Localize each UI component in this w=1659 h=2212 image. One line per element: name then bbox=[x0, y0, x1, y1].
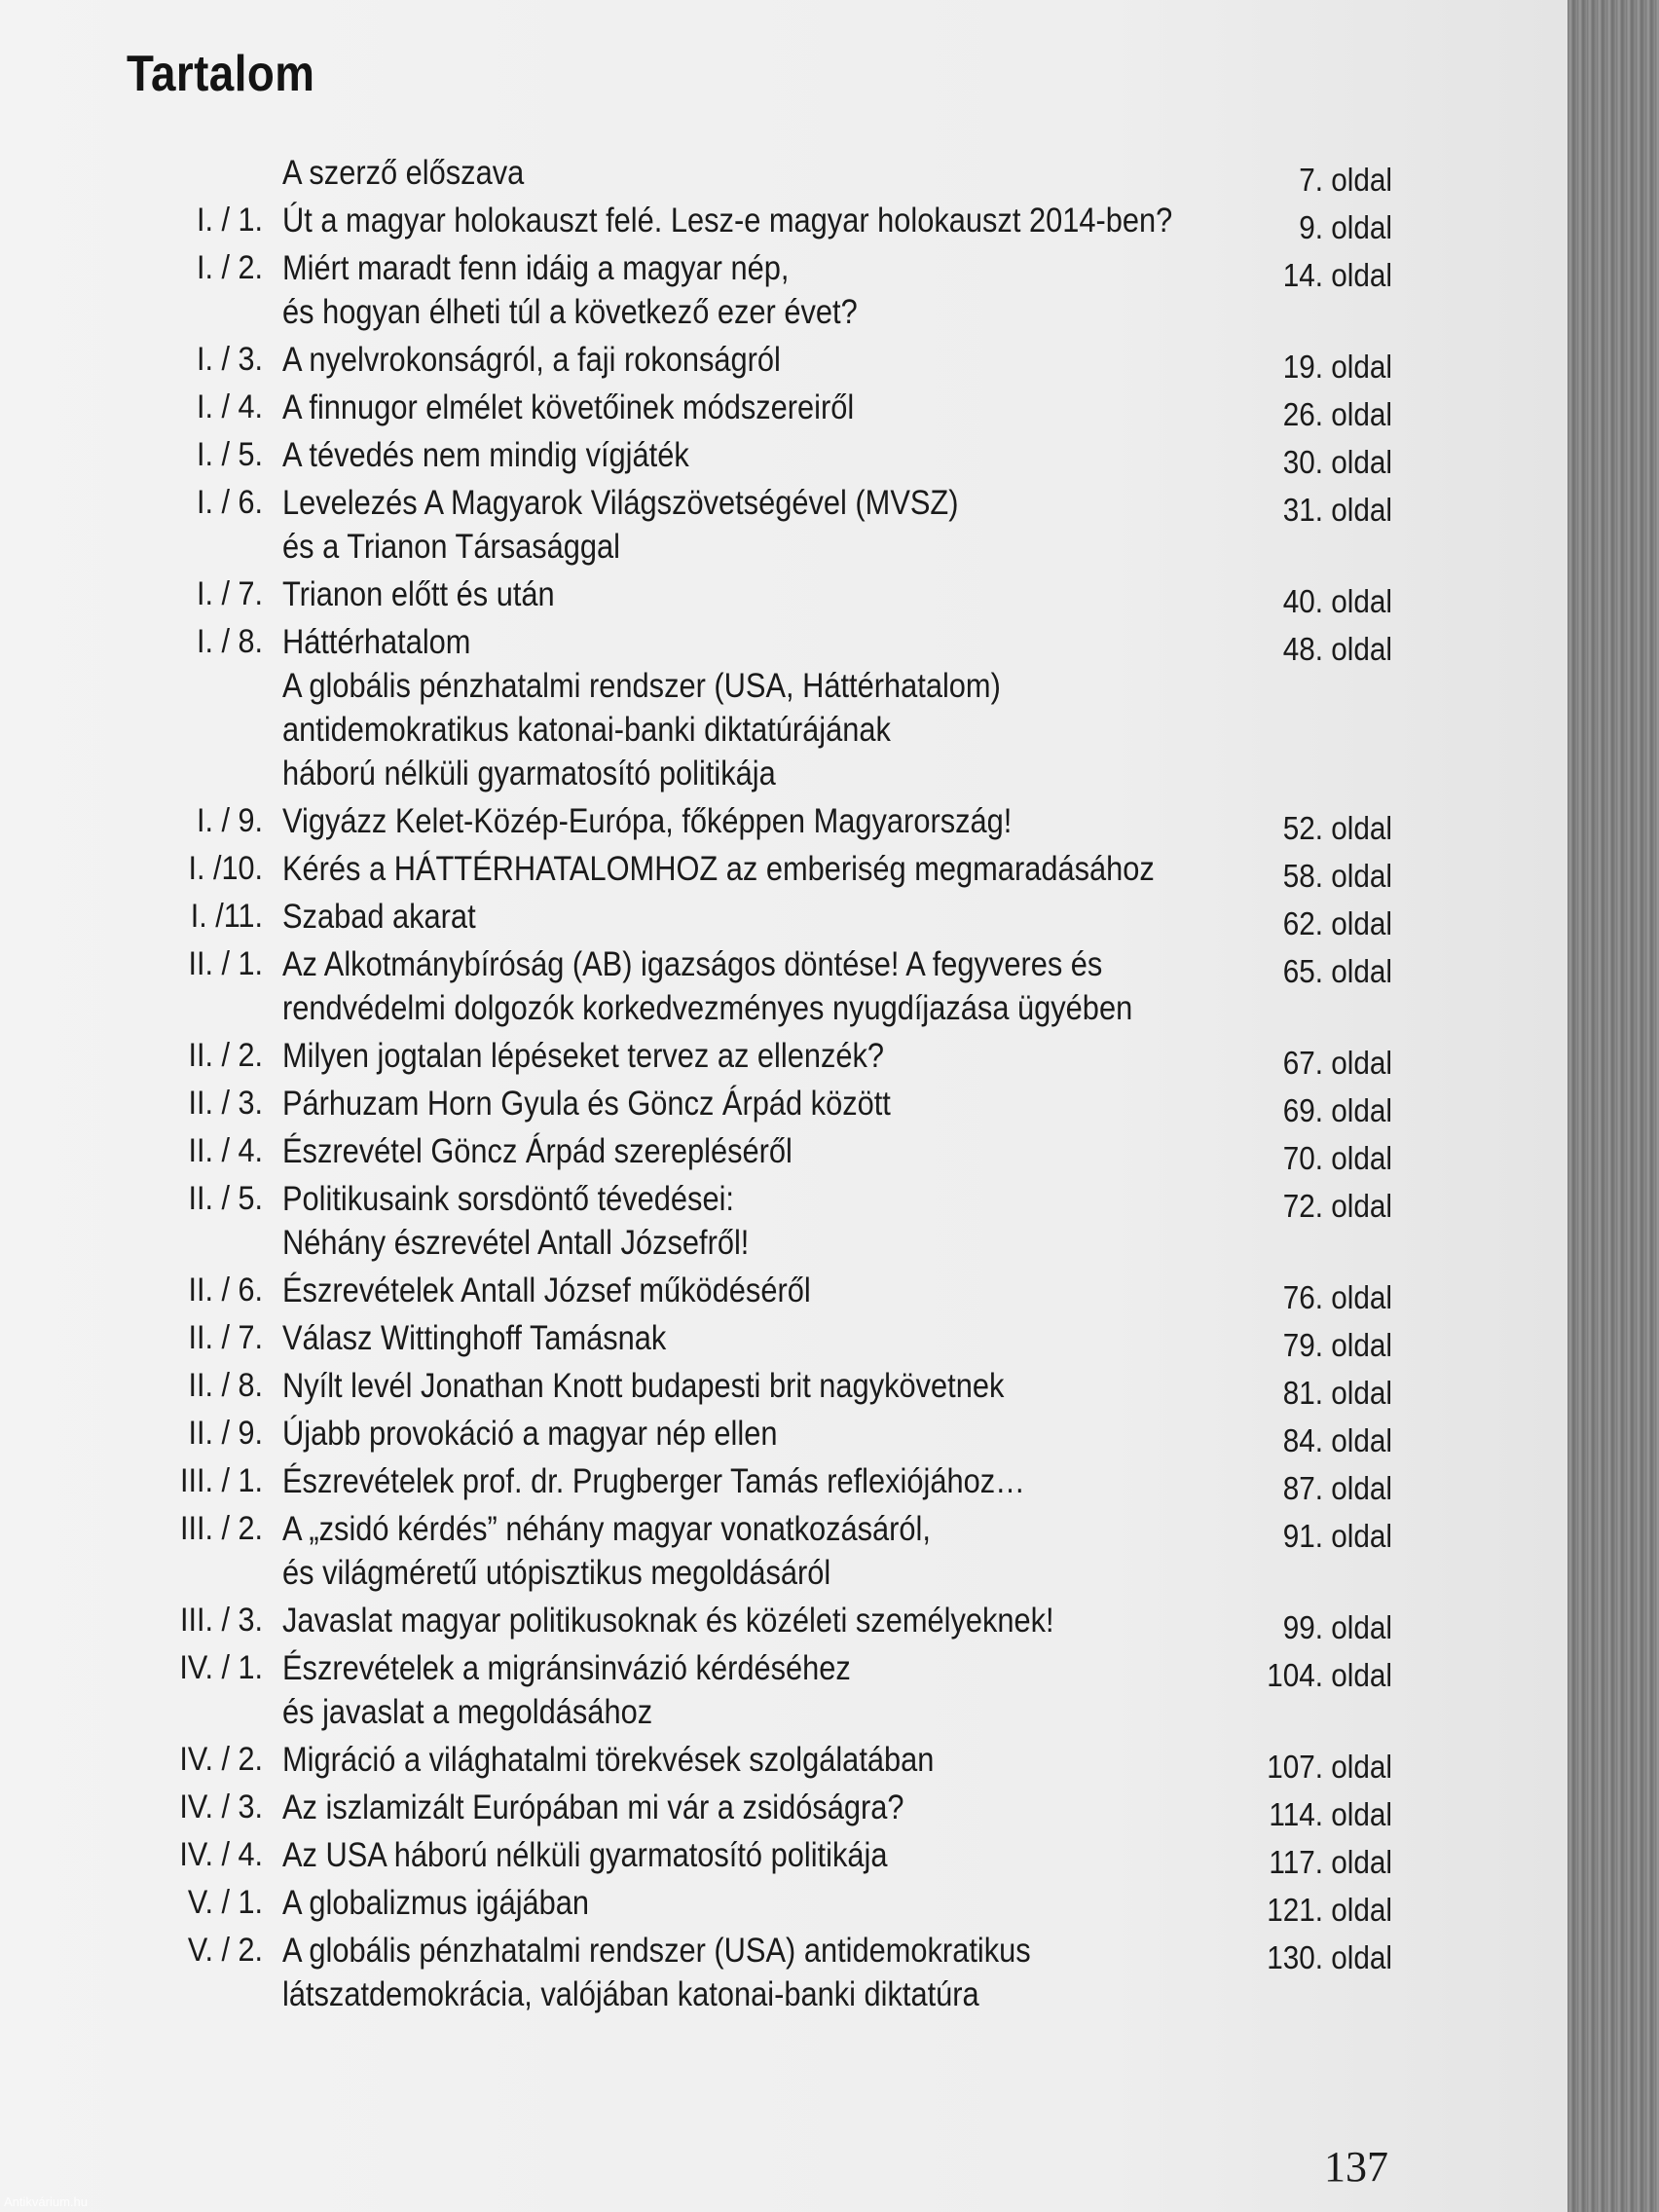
toc-entry-title-line: A globális pénzhatalmi rendszer (USA) antidemokratikus bbox=[282, 1932, 1031, 1970]
toc-entry bbox=[0, 436, 1392, 480]
toc-entry-number: II. / 1. bbox=[188, 945, 263, 982]
toc-entry-title-line: háború nélküli gyarmatosító politikája bbox=[282, 755, 776, 793]
toc-entry-page: 62. oldal bbox=[1282, 905, 1392, 941]
toc-entry-number: II. / 5. bbox=[188, 1180, 263, 1217]
toc-entry bbox=[0, 623, 1392, 798]
toc-entry-title-line: Észrevétel Göncz Árpád szerepléséről bbox=[282, 1132, 793, 1170]
toc-entry bbox=[0, 1932, 1392, 2019]
toc-entry-title-line: Válasz Wittinghoff Tamásnak bbox=[282, 1319, 667, 1357]
toc-entry-number: III. / 2. bbox=[179, 1510, 263, 1547]
toc-entry-number: III. / 3. bbox=[179, 1602, 263, 1639]
toc-entry-title-line: Miért maradt fenn idáig a magyar nép, bbox=[282, 249, 790, 287]
toc-entry-page: 81. oldal bbox=[1282, 1375, 1392, 1411]
toc-entry-number: IV. / 3. bbox=[179, 1788, 263, 1825]
toc-entry-number: V. / 1. bbox=[187, 1884, 263, 1921]
toc-entry-title-line: Az iszlamizált Európában mi vár a zsidóságra? bbox=[282, 1788, 904, 1826]
toc-entry-title-line: Nyílt levél Jonathan Knott budapesti brit nagykövetnek bbox=[282, 1367, 1005, 1405]
toc-entry-page: 114. oldal bbox=[1269, 1796, 1392, 1832]
toc-entry-page: 107. oldal bbox=[1267, 1749, 1392, 1785]
toc-entry bbox=[0, 1741, 1392, 1785]
toc-entry bbox=[0, 1884, 1392, 1928]
toc-entry-number: I. / 7. bbox=[196, 575, 263, 612]
toc-entry bbox=[0, 945, 1392, 1033]
toc-entry-title-line: Szabad akarat bbox=[282, 898, 476, 936]
toc-entry-page: 104. oldal bbox=[1267, 1657, 1392, 1693]
toc-entry bbox=[0, 1085, 1392, 1128]
toc-entry-number: I. / 1. bbox=[196, 202, 263, 239]
toc-entry bbox=[0, 202, 1392, 245]
toc-entry bbox=[0, 1649, 1392, 1737]
toc-entry-title-line: antidemokratikus katonai-banki diktatúrájának bbox=[282, 711, 891, 749]
toc-entry-number: I. / 4. bbox=[196, 388, 263, 425]
toc-entry-number: I. / 5. bbox=[196, 436, 263, 473]
toc-entry bbox=[0, 1415, 1392, 1458]
toc-entry-title-line: A szerző előszava bbox=[282, 154, 525, 192]
toc-entry-number: II. / 6. bbox=[188, 1272, 263, 1309]
toc-entry-number: I. / 2. bbox=[196, 249, 263, 286]
toc-entry-number: IV. / 1. bbox=[179, 1649, 263, 1686]
toc-entry-title-line: Levelezés A Magyarok Világszövetségével (MVSZ) bbox=[282, 484, 959, 522]
toc-entry-number: III. / 1. bbox=[179, 1462, 263, 1499]
toc-entry-title-line: és javaslat a megoldásához bbox=[282, 1693, 653, 1731]
toc-entry-number: II. / 9. bbox=[188, 1415, 263, 1452]
toc-entry-page: 69. oldal bbox=[1282, 1092, 1392, 1128]
page-title: Tartalom bbox=[127, 46, 315, 102]
toc-entry bbox=[0, 1037, 1392, 1081]
toc-entry bbox=[0, 1272, 1392, 1315]
toc-entry-number: V. / 2. bbox=[187, 1932, 263, 1969]
toc-entry-page: 76. oldal bbox=[1282, 1279, 1392, 1315]
toc-entry bbox=[0, 898, 1392, 941]
toc-entry bbox=[0, 1510, 1392, 1598]
toc-entry-number: II. / 8. bbox=[188, 1367, 263, 1404]
toc-entry-title-line: Migráció a világhatalmi törekvések szolgálatában bbox=[282, 1741, 935, 1779]
toc-entry-number: I. /10. bbox=[188, 850, 263, 887]
toc-entry-title-line: Az USA háború nélküli gyarmatosító politikája bbox=[282, 1836, 888, 1874]
toc-entry-number: II. / 4. bbox=[188, 1132, 263, 1169]
toc-entry-number: II. / 2. bbox=[188, 1037, 263, 1074]
toc-entry-title-line: A globalizmus igájában bbox=[282, 1884, 590, 1922]
toc-entry-number: II. / 7. bbox=[188, 1319, 263, 1356]
watermark: Antikvárium.hu bbox=[4, 2194, 88, 2209]
toc-entry-title-line: Politikusaink sorsdöntő tévedései: bbox=[282, 1180, 734, 1218]
toc-entry bbox=[0, 1132, 1392, 1176]
toc-entry-title-line: A globális pénzhatalmi rendszer (USA, Háttérhatalom) bbox=[282, 667, 1001, 705]
toc-entry-page: 72. oldal bbox=[1282, 1188, 1392, 1224]
toc-entry-number: IV. / 4. bbox=[179, 1836, 263, 1873]
toc-entry bbox=[0, 341, 1392, 385]
toc-entry-page: 58. oldal bbox=[1282, 858, 1392, 894]
toc-entry-number: I. / 3. bbox=[196, 341, 263, 378]
toc-entry-title-line: Trianon előtt és után bbox=[282, 575, 555, 613]
toc-entry-page: 7. oldal bbox=[1299, 162, 1392, 198]
toc-entry-title-line: Észrevételek prof. dr. Prugberger Tamás reflexiójához… bbox=[282, 1462, 1025, 1500]
toc-entry bbox=[0, 1319, 1392, 1363]
toc-entry-page: 65. oldal bbox=[1282, 953, 1392, 989]
toc-entry-page: 130. oldal bbox=[1267, 1939, 1392, 1975]
toc-entry-page: 40. oldal bbox=[1282, 583, 1392, 619]
toc-entry-page: 30. oldal bbox=[1282, 444, 1392, 480]
toc-entry-title-line: Észrevételek a migránsinvázió kérdéséhez bbox=[282, 1649, 851, 1687]
toc-entry-page: 117. oldal bbox=[1269, 1844, 1392, 1880]
toc-entry-title-line: és világméretű utópisztikus megoldásáról bbox=[282, 1554, 831, 1592]
toc-entry bbox=[0, 1367, 1392, 1411]
toc-entry-title-line: A nyelvrokonságról, a faji rokonságról bbox=[282, 341, 781, 379]
toc-entry-title-line: Kérés a HÁTTÉRHATALOMHOZ az emberiség megmaradásához bbox=[282, 850, 1155, 888]
toc-entry-number: I. / 6. bbox=[196, 484, 263, 521]
toc-entry-title-line: Az Alkotmánybíróság (AB) igazságos döntése! A fegyveres és bbox=[282, 945, 1103, 983]
toc-entry-page: 91. oldal bbox=[1282, 1518, 1392, 1554]
toc-entry-page: 67. oldal bbox=[1282, 1045, 1392, 1081]
toc-entry-page: 26. oldal bbox=[1282, 396, 1392, 432]
toc-entry-title-line: A tévedés nem mindig vígjáték bbox=[282, 436, 689, 474]
toc-entry bbox=[0, 388, 1392, 432]
toc-entry-page: 70. oldal bbox=[1282, 1140, 1392, 1176]
toc-entry-title-line: és hogyan élheti túl a következő ezer évet? bbox=[282, 293, 858, 331]
toc-entry-title-line: Vigyázz Kelet-Közép-Európa, főképpen Magyarország! bbox=[282, 802, 1013, 840]
toc-entry-page: 121. oldal bbox=[1267, 1892, 1392, 1928]
toc-entry-title-line: Párhuzam Horn Gyula és Göncz Árpád között bbox=[282, 1085, 891, 1123]
toc-entry bbox=[0, 154, 1392, 198]
toc-entry bbox=[0, 850, 1392, 894]
toc-entry-number: IV. / 2. bbox=[179, 1741, 263, 1778]
page-number: 137 bbox=[1324, 2143, 1388, 2191]
toc-entry-number: I. / 9. bbox=[196, 802, 263, 839]
toc-entry-page: 14. oldal bbox=[1282, 257, 1392, 293]
toc-entry-page: 87. oldal bbox=[1282, 1470, 1392, 1506]
toc-entry-title-line: Háttérhatalom bbox=[282, 623, 471, 661]
toc-entry-page: 99. oldal bbox=[1282, 1609, 1392, 1645]
toc-entry bbox=[0, 1180, 1392, 1268]
toc-entry-page: 9. oldal bbox=[1299, 209, 1392, 245]
toc-entry-number: II. / 3. bbox=[188, 1085, 263, 1122]
toc-entry bbox=[0, 1462, 1392, 1506]
toc-entry bbox=[0, 1788, 1392, 1832]
toc-entry-number: I. /11. bbox=[190, 898, 263, 935]
toc-entry-title-line: A „zsidó kérdés” néhány magyar vonatkozásáról, bbox=[282, 1510, 931, 1548]
page-edge bbox=[1567, 0, 1659, 2212]
toc-entry-title-line: Néhány észrevétel Antall Józsefről! bbox=[282, 1224, 750, 1262]
toc-entry-number: I. / 8. bbox=[196, 623, 263, 660]
toc-entry bbox=[0, 484, 1392, 571]
toc-entry bbox=[0, 575, 1392, 619]
toc-entry-page: 84. oldal bbox=[1282, 1422, 1392, 1458]
toc-entry-page: 79. oldal bbox=[1282, 1327, 1392, 1363]
toc-entry bbox=[0, 802, 1392, 846]
toc-entry-page: 52. oldal bbox=[1282, 810, 1392, 846]
toc-entry-title-line: Észrevételek Antall József működéséről bbox=[282, 1272, 811, 1309]
toc-entry-title-line: Milyen jogtalan lépéseket tervez az ellenzék? bbox=[282, 1037, 885, 1075]
toc-entry-page: 31. oldal bbox=[1282, 492, 1392, 528]
toc-entry-title-line: látszatdemokrácia, valójában katonai-banki diktatúra bbox=[282, 1975, 979, 2013]
toc-entry bbox=[0, 1836, 1392, 1880]
toc-entry-title-line: Újabb provokáció a magyar nép ellen bbox=[282, 1415, 778, 1453]
toc-entry bbox=[0, 1602, 1392, 1645]
toc-entry-title-line: Út a magyar holokauszt felé. Lesz-e magyar holokauszt 2014-ben? bbox=[282, 202, 1173, 240]
toc-entry-title-line: rendvédelmi dolgozók korkedvezményes nyugdíjazása ügyében bbox=[282, 989, 1133, 1027]
toc-entry-page: 48. oldal bbox=[1282, 631, 1392, 667]
toc-entry-title-line: és a Trianon Társasággal bbox=[282, 528, 621, 566]
toc-entry bbox=[0, 249, 1392, 337]
toc-entry-title-line: A finnugor elmélet követőinek módszereiről bbox=[282, 388, 855, 426]
toc-entry-title-line: Javaslat magyar politikusoknak és közéleti személyeknek! bbox=[282, 1602, 1054, 1640]
toc-entry-page: 19. oldal bbox=[1282, 349, 1392, 385]
